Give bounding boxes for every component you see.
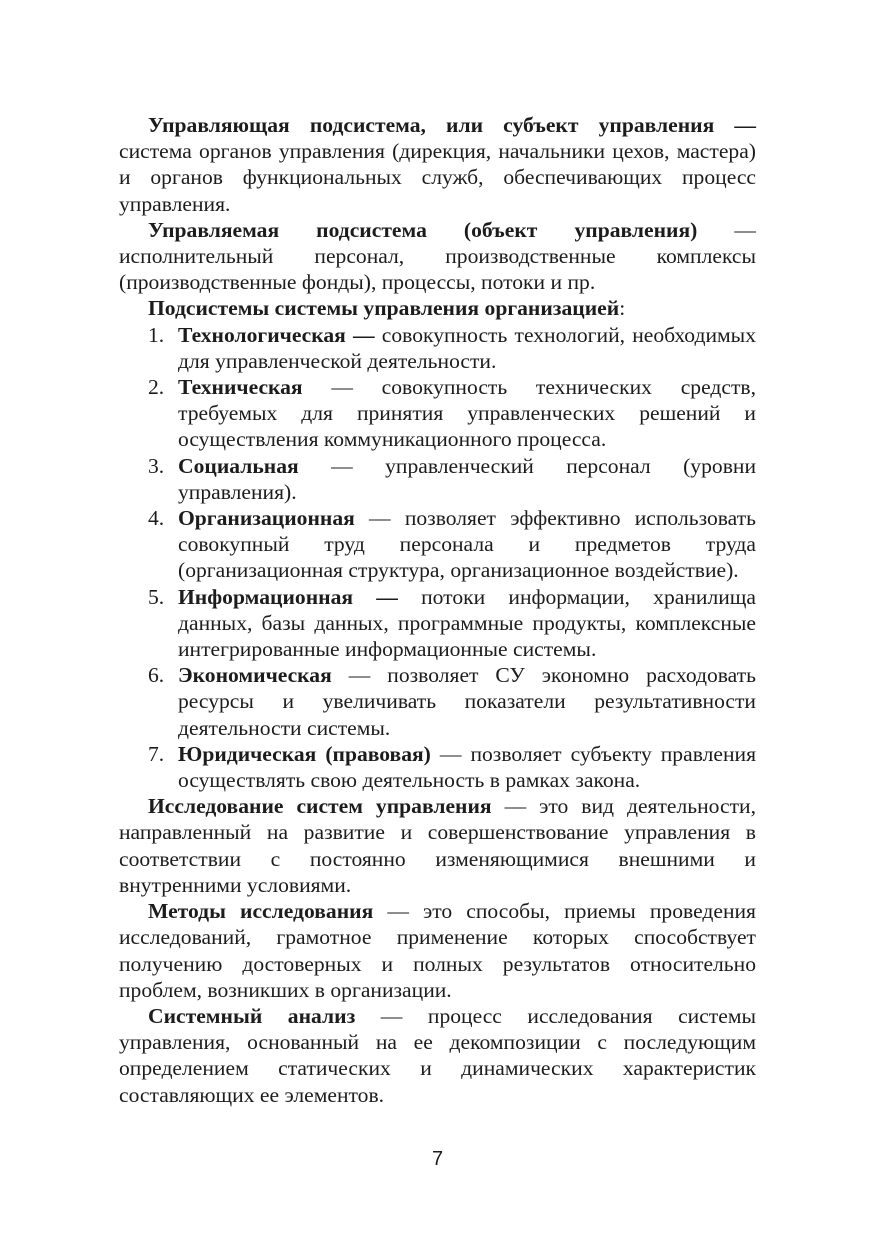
list-item-term: Технологическая — — [178, 322, 375, 347]
paragraph-control-subsystem — [119, 112, 756, 217]
list-item-term: Социальная — [178, 453, 299, 478]
page-number: 7 — [431, 1148, 444, 1170]
list-intro-colon: : — [619, 296, 626, 321]
list-item — [119, 662, 756, 741]
definition-system-analysis: — процесс исследования системы управления, основанный на ее декомпозиции с последующим определением статических и динамических характеристик составляющих ее элементов. — [119, 1003, 756, 1107]
term-control-subsystem: Управляющая подсистема, или субъект управления — — [148, 113, 756, 137]
list-intro — [119, 295, 756, 321]
list-item-number: 2. — [148, 375, 165, 400]
list-item-text: — совокупность технических средств, требуемых для принятия управленческих решений и осуществления коммуникационного процесса. — [178, 375, 756, 452]
list-item — [119, 322, 756, 374]
list-item — [119, 584, 756, 663]
subsystems-list — [119, 322, 756, 794]
list-item-term: Информационная — — [178, 584, 398, 609]
list-item-text: совокупность технологий, необходимых для управленческой деятельности. — [178, 322, 756, 373]
list-item-number: 4. — [148, 506, 165, 531]
list-item — [119, 374, 756, 453]
list-intro-term: Подсистемы системы управления организацией — [148, 296, 620, 321]
list-item-term: Юридическая (правовая) — [178, 741, 431, 766]
list-item-number: 3. — [148, 453, 165, 478]
term-research-methods: Методы исследования — [148, 899, 374, 924]
definition-systems-research: — это вид деятельности, направленный на развитие и совершенствование управления в соответствии с постоянно изменяющимися внешними и внутренними условиями. — [119, 794, 756, 897]
term-system-analysis: Системный анализ — [148, 1003, 356, 1028]
list-item-text: потоки информации, хранилища данных, базы данных, программные продукты, комплексные интегрированные информационные системы. — [178, 584, 756, 662]
paragraph-research-methods — [119, 898, 756, 1003]
list-item-number: 6. — [148, 663, 165, 688]
list-item-text: — позволяет субъекту правления осуществлять свою деятельность в рамках закона. — [178, 741, 757, 793]
definition-managed-subsystem: — исполнительный персонал, производственные комплексы (производственные фонды), процессы, потоки и пр. — [119, 217, 756, 295]
list-item-number: 5. — [148, 584, 165, 609]
page-text — [119, 112, 756, 1108]
list-item-number: 7. — [148, 741, 165, 766]
paragraph-system-analysis — [119, 1003, 756, 1108]
definition-research-methods: — это способы, приемы проведения исследований, грамотное применение которых способствует получению достоверных и полных результатов относительно проблем, возникших в организации. — [119, 899, 756, 1002]
list-item-term: Организационная — [178, 506, 355, 531]
list-item-text: — позволяет эффективно использовать совокупный труд персонала и предметов труда (организационная структура, организационное воздействие). — [178, 506, 756, 583]
list-item — [119, 741, 756, 793]
list-item — [119, 453, 756, 505]
list-item-number: 1. — [148, 322, 165, 347]
paragraph-systems-research — [119, 793, 756, 898]
term-managed-subsystem: Управляемая подсистема (объект управления) — [148, 217, 698, 242]
definition-control-subsystem: система органов управления (дирекция, начальники цехов, мастера) и органов функциональных служб, обеспечивающих процесс управления. — [119, 139, 756, 216]
paragraph-managed-subsystem — [119, 217, 756, 296]
list-item-text: — позволяет СУ экономно расходовать ресурсы и увеличивать показатели результативности деятельности системы. — [178, 663, 756, 740]
list-item-text: — управленческий персонал (уровни управления). — [178, 453, 756, 504]
list-item-term: Экономическая — [178, 663, 332, 688]
term-systems-research: Исследование систем управления — [148, 794, 492, 819]
list-item — [119, 505, 756, 584]
list-item-term: Техническая — [178, 375, 303, 400]
